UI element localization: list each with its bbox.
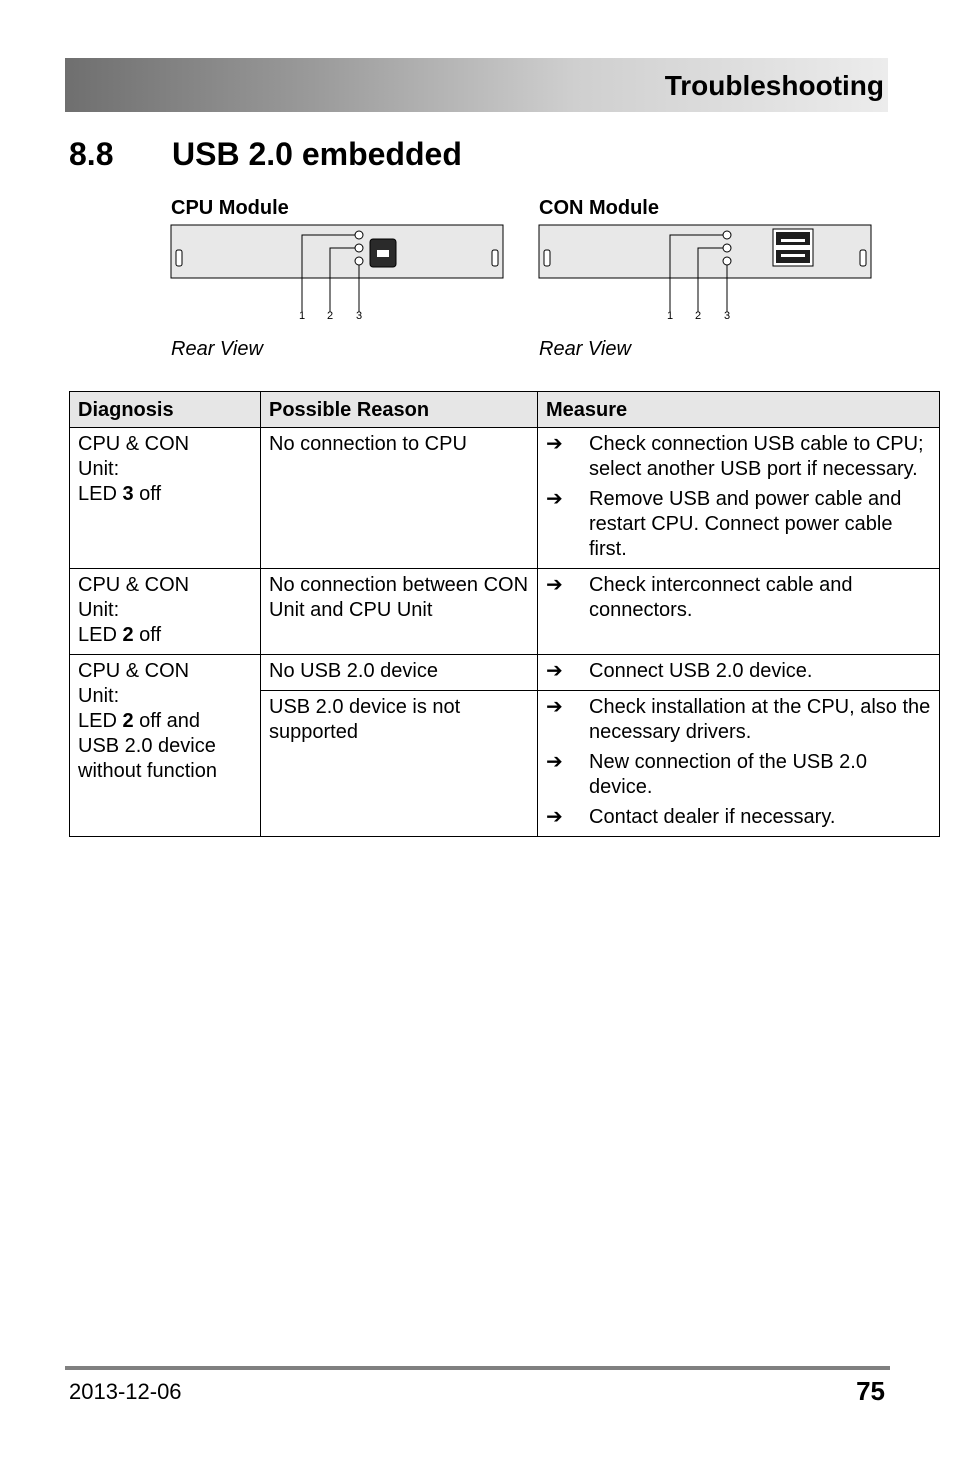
led-number-2: 2	[694, 310, 702, 322]
measure-text: Contact dealer if necessary.	[589, 806, 836, 828]
measure-text: Connect USB 2.0 device.	[589, 660, 813, 682]
led-number: 3	[122, 483, 134, 505]
led-suffix: off and	[133, 710, 200, 732]
diagnosis-text: without function	[78, 760, 217, 782]
mount-slot-right-icon	[492, 250, 498, 266]
arrow-right-icon: ➔	[546, 433, 563, 455]
led-3-icon	[355, 257, 363, 265]
mount-slot-left-icon	[176, 250, 182, 266]
led-1-icon	[355, 231, 363, 239]
reason-cell: No USB 2.0 device	[261, 655, 538, 691]
mount-slot-left-icon	[544, 250, 550, 266]
diagnosis-text: Unit:	[78, 685, 120, 707]
led-number: 2	[122, 624, 134, 646]
diagnosis-cell	[70, 428, 261, 569]
arrow-right-icon: ➔	[546, 488, 563, 510]
footer-date: 2013-12-06	[69, 1379, 182, 1404]
measure-item	[546, 659, 931, 684]
header-diagnosis: Diagnosis	[70, 392, 261, 428]
led-2-icon	[355, 244, 363, 252]
led-1-icon	[723, 231, 731, 239]
con-rear-view-caption: Rear View	[539, 338, 631, 360]
measure-text: Check installation at the CPU, also the necessary drivers.	[589, 696, 931, 743]
measure-text: Check interconnect cable and connectors.	[589, 574, 853, 621]
reason-cell: No connection between CON Unit and CPU Unit	[261, 569, 538, 655]
measure-item	[546, 573, 931, 623]
led-number-2: 2	[326, 310, 334, 322]
page-header-bar	[65, 58, 888, 112]
reason-cell: USB 2.0 device is not supported	[261, 691, 538, 837]
diagnosis-text: USB 2.0 device	[78, 735, 216, 757]
diagnosis-cell	[70, 569, 261, 655]
measure-item	[546, 695, 931, 745]
measure-cell	[538, 428, 940, 569]
mount-slot-right-icon	[860, 250, 866, 266]
measure-item	[546, 805, 931, 830]
header-measure: Measure	[538, 392, 940, 428]
table-row	[70, 569, 940, 655]
led-number-3: 3	[355, 310, 363, 322]
led-number-1: 1	[298, 310, 306, 322]
cpu-rear-view-caption: Rear View	[171, 338, 263, 360]
troubleshooting-table	[69, 391, 940, 837]
page-number: 75	[856, 1376, 885, 1406]
led-2-icon	[723, 244, 731, 252]
con-module-rear-diagram	[538, 224, 872, 324]
measure-item	[546, 432, 931, 482]
con-module-label: CON Module	[539, 197, 659, 219]
table-row	[70, 428, 940, 569]
measure-item	[546, 487, 931, 562]
arrow-right-icon: ➔	[546, 806, 563, 828]
led-prefix: LED	[78, 624, 123, 646]
led-suffix: off	[133, 483, 162, 505]
arrow-right-icon: ➔	[546, 696, 563, 718]
cpu-module-label: CPU Module	[171, 197, 289, 219]
table-header-row	[70, 392, 940, 428]
arrow-right-icon: ➔	[546, 751, 563, 773]
header-possible-reason: Possible Reason	[261, 392, 538, 428]
diagnosis-text: CPU & CON	[78, 660, 190, 682]
troubleshooting-table-wrap	[69, 391, 940, 837]
section-title: USB 2.0 embedded	[172, 136, 462, 172]
measure-text: Check connection USB cable to CPU; select another USB port if necessary.	[589, 433, 924, 480]
measure-cell	[538, 569, 940, 655]
measure-cell	[538, 655, 940, 691]
diagnosis-led-text	[78, 623, 252, 648]
led-3-icon	[723, 257, 731, 265]
led-suffix: off	[133, 624, 162, 646]
diagnosis-led-text	[78, 482, 252, 507]
diagnosis-text: CPU & CON	[78, 574, 190, 596]
led-number-3: 3	[723, 310, 731, 322]
diagnosis-text: Unit:	[78, 458, 120, 480]
footer-divider	[65, 1366, 890, 1370]
led-prefix: LED	[78, 483, 123, 505]
header-title: Troubleshooting	[664, 70, 884, 101]
section-heading	[69, 136, 462, 173]
table-row	[70, 655, 940, 691]
arrow-right-icon: ➔	[546, 660, 563, 682]
cpu-module-rear-diagram	[170, 224, 504, 324]
diagnosis-text: Unit:	[78, 599, 120, 621]
measure-text: Remove USB and power cable and restart CPU. Connect power cable first.	[589, 488, 902, 560]
led-number: 2	[122, 710, 134, 732]
diagnosis-text: CPU & CON	[78, 433, 190, 455]
led-number-1: 1	[666, 310, 674, 322]
reason-cell: No connection to CPU	[261, 428, 538, 569]
section-number: 8.8	[69, 136, 114, 172]
arrow-right-icon: ➔	[546, 574, 563, 596]
measure-item	[546, 750, 931, 800]
diagnosis-led-text	[78, 709, 252, 734]
led-prefix: LED	[78, 710, 123, 732]
measure-text: New connection of the USB 2.0 device.	[589, 751, 867, 798]
diagnosis-cell	[70, 655, 261, 837]
measure-cell	[538, 691, 940, 837]
